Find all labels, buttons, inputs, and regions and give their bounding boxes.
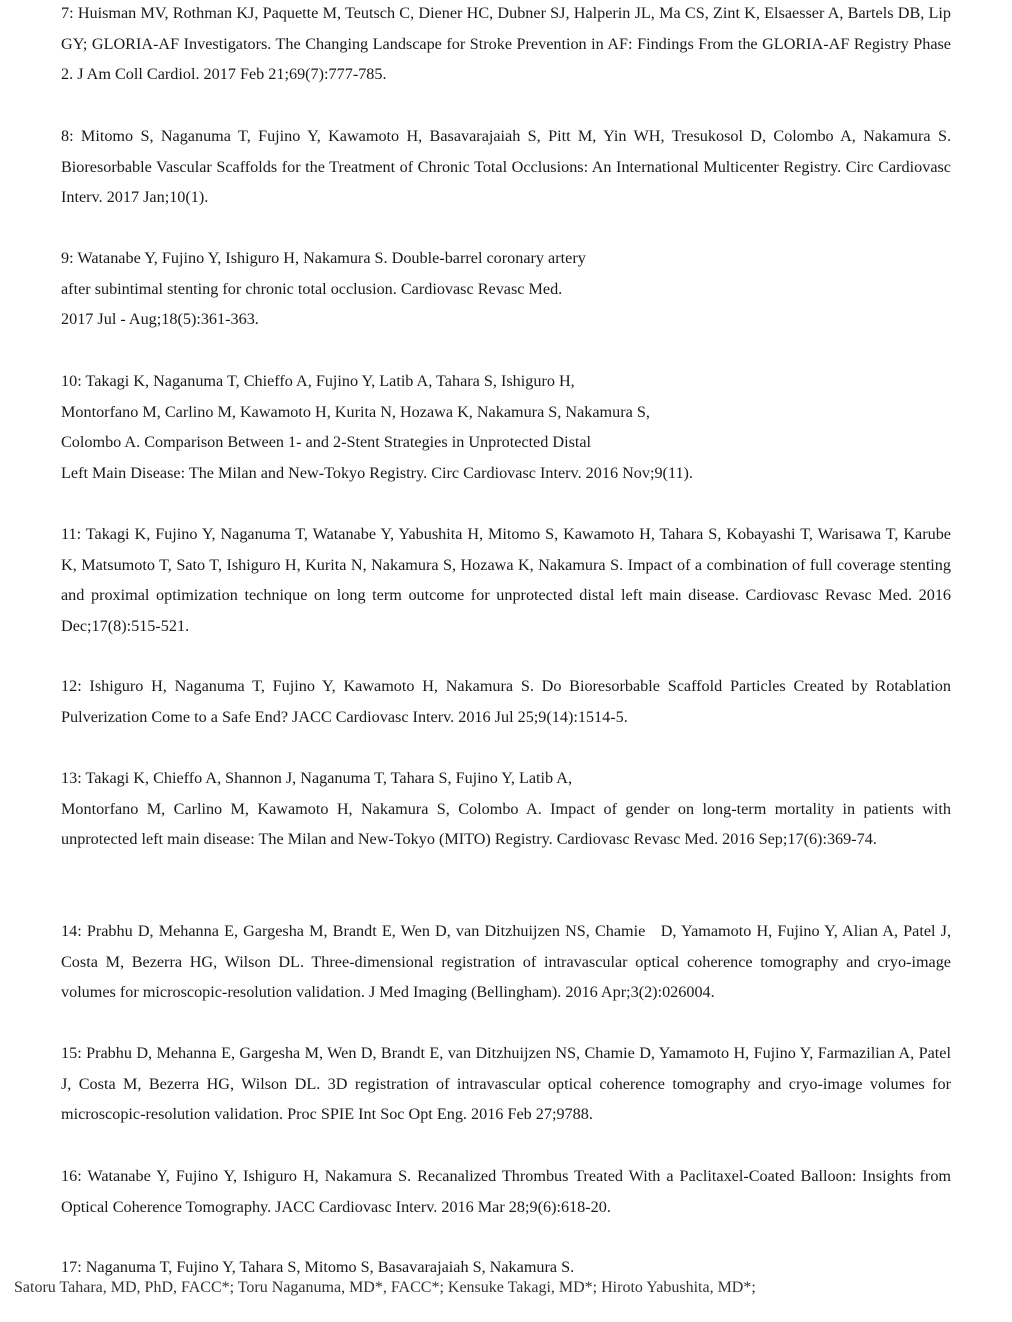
clipped-author-line [14,1279,894,1300]
reference-item-15: 15: Prabhu D, Mehanna E, Gargesha M, Wen D, Brandt E, van Ditzhuijzen NS, Chamie D, Yamamoto H, Fujino Y, Farmazilian A, Patel J, Costa M, Bezerra HG, Wilson DL. 3D registration of intravascular optical coherence tomography and cryo-image volumes for microscopic-resolution validation. Proc SPIE Int Soc Opt Eng. 2016 Feb 27;9788. [61,1044,951,1123]
reference-line: Colombo A. Comparison Between 1- and 2-Stent Strategies in Unprotected Distal [61,433,592,451]
reference-line: 2017 Jul - Aug;18(5):361-363. [61,310,259,328]
reference-item-7: 7: Huisman MV, Rothman KJ, Paquette M, Teutsch C, Diener HC, Dubner SJ, Halperin JL, Ma CS, Zint K, Elsaesser A, Bartels DB, Lip GY; GLORIA-AF Investigators. The Changing Landscape for Stroke Prevention in AF: Findings From the GLORIA-AF Registry Phase 2. J Am Coll Cardiol. 2017 Feb 21;69(7):777-785. [61,4,951,83]
clipped-author-text: Satoru Tahara, MD, PhD, FACC*; Toru Naganuma, MD*, FACC*; Kensuke Takagi, MD*; Hiroto Yabushita, MD*; [14,1279,756,1296]
reference-item-16: 16: Watanabe Y, Fujino Y, Ishiguro H, Nakamura S. Recanalized Thrombus Treated With a Paclitaxel-Coated Balloon: Insights from Optical Coherence Tomography. JACC Cardiovasc Interv. 2016 Mar 28;9(6):618-20. [61,1167,951,1216]
reference-item-14: 14: Prabhu D, Mehanna E, Gargesha M, Brandt E, Wen D, van Ditzhuijzen NS, Chamie D, Yamamoto H, Fujino Y, Alian A, Patel J, Costa M, Bezerra HG, Wilson DL. Three-dimensional registration of intravascular optical coherence tomography and cryo-image volumes for microscopic-resolution validation. J Med Imaging (Bellingham). 2016 Apr;3(2):026004. [61,922,951,1001]
reference-item-13 [61,763,951,855]
reference-line: Left Main Disease: The Milan and New-Tokyo Registry. Circ Cardiovasc Interv. 2016 Nov;9(11). [61,463,693,482]
reference-line: 9: Watanabe Y, Fujino Y, Ishiguro H, Nakamura S. Double-barrel coronary artery [61,249,586,267]
reference-item-8: 8: Mitomo S, Naganuma T, Fujino Y, Kawamoto H, Basavarajaiah S, Pitt M, Yin WH, Tresukosol D, Colombo A, Nakamura S. Bioresorbable Vascular Scaffolds for the Treatment of Chronic Total Occlusions: An International Multicenter Registry. Circ Cardiovasc Interv. 2017 Jan;10(1). [61,127,951,206]
reference-line: 10: Takagi K, Naganuma T, Chieffo A, Fujino Y, Latib A, Tahara S, Ishiguro H, [61,372,575,390]
reference-item-12: 12: Ishiguro H, Naganuma T, Fujino Y, Kawamoto H, Nakamura S. Do Bioresorbable Scaffold Particles Created by Rotablation Pulverization Come to a Safe End? JACC Cardiovasc Interv. 2016 Jul 25;9(14):1514-5. [61,677,951,726]
reference-item-9 [61,243,951,335]
reference-line: after subintimal stenting for chronic total occlusion. Cardiovasc Revasc Med. [61,279,563,298]
reference-item-17: 17: Naganuma T, Fujino Y, Tahara S, Mitomo S, Basavarajaiah S, Nakamura S. [61,1258,575,1276]
reference-first-line: 13: Takagi K, Chieffo A, Shannon J, Naganuma T, Tahara S, Fujino Y, Latib A, [61,769,573,787]
reference-item-10 [61,366,951,488]
reference-item-11: 11: Takagi K, Fujino Y, Naganuma T, Watanabe Y, Yabushita H, Mitomo S, Kawamoto H, Tahara S, Kobayashi T, Warisawa T, Karube K, Matsumoto T, Sato T, Ishiguro H, Kurita N, Nakamura S, Hozawa K, Nakamura S. Impact of a combination of full coverage stenting and proximal optimization technique on long term outcome for unprotected distal left main disease. Cardiovasc Revasc Med. 2016 Dec;17(8):515-521. [61,525,951,635]
reference-body: Montorfano M, Carlino M, Kawamoto H, Nakamura S, Colombo A. Impact of gender on long-term mortality in patients with unprotected left main disease: The Milan and New-Tokyo (MITO) Registry. Cardiovasc Revasc Med. 2016 Sep;17(6):369-74. [61,799,951,848]
reference-line: Montorfano M, Carlino M, Kawamoto H, Kurita N, Hozawa K, Nakamura S, Nakamura S, [61,402,650,421]
